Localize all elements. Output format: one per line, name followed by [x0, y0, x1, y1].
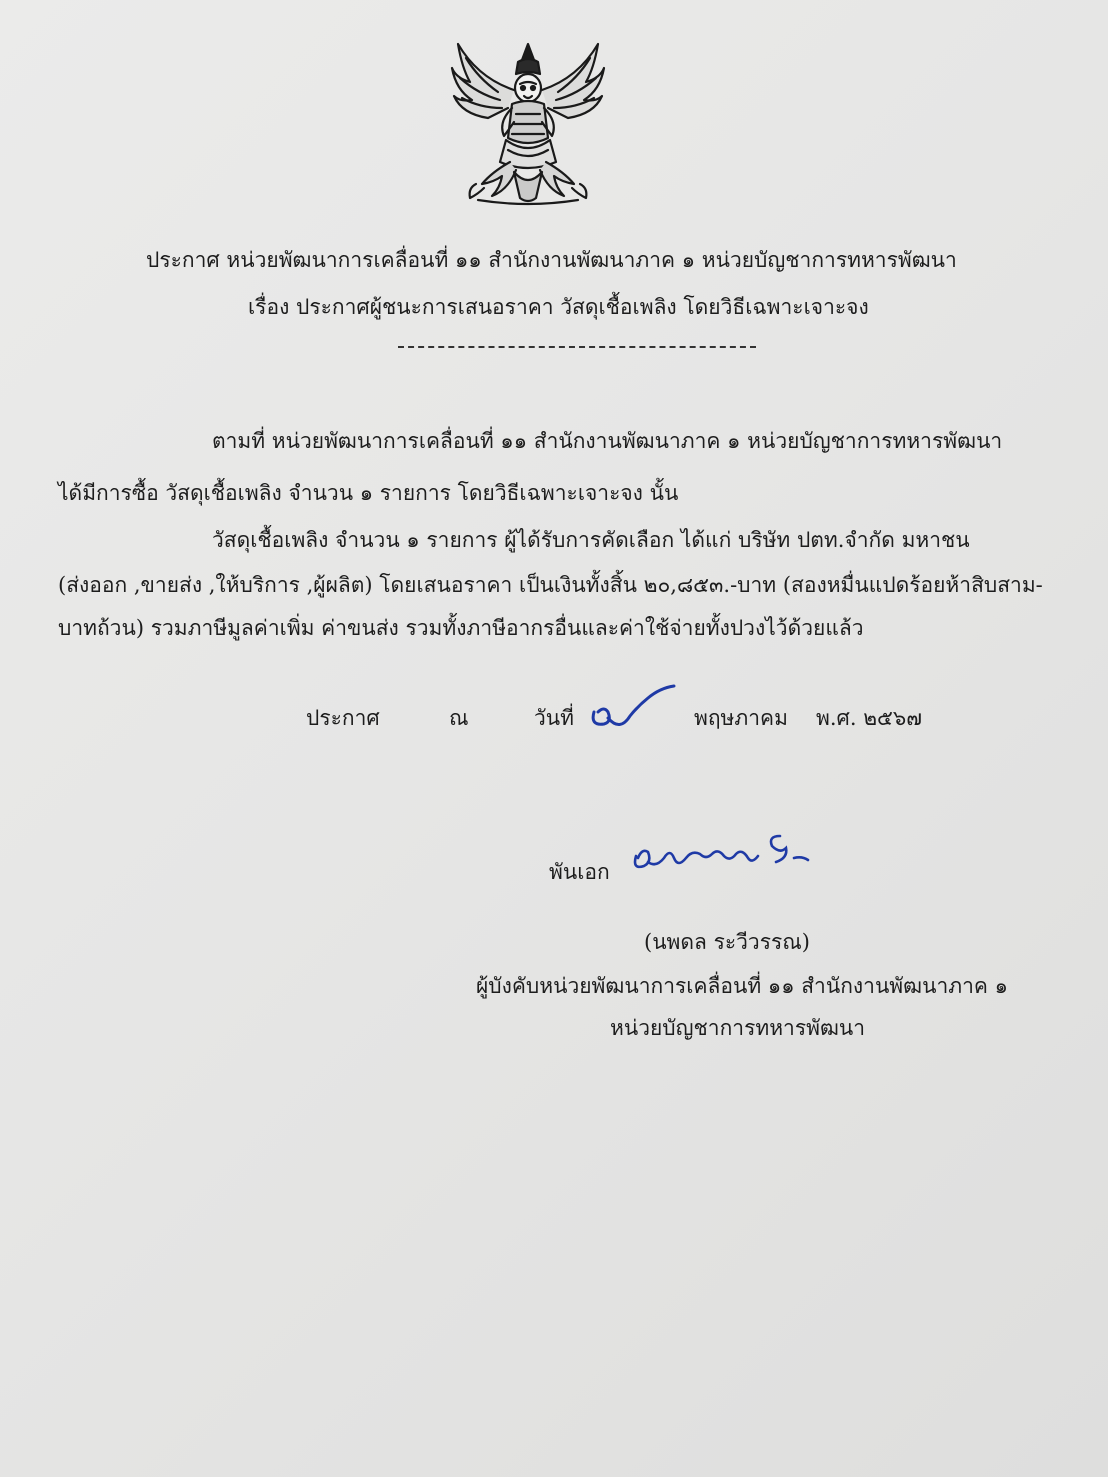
- body-paragraph-2-line-2: (ส่งออก ,ขายส่ง ,ให้บริการ ,ผู้ผลิต) โดยเสนอราคา เป็นเงินทั้งสิ้น ๒๐,๘๕๓.-บาท (สองหมื่นแปดร้อยห้าสิบสาม-: [58, 573, 1043, 597]
- header-divider: [398, 346, 756, 348]
- signer-position-line-1: ผู้บังคับหน่วยพัฒนาการเคลื่อนที่ ๑๑ สำนักงานพัฒนาภาค ๑: [476, 974, 1008, 998]
- date-announce-label: ประกาศ: [306, 706, 380, 730]
- body-paragraph-1-line-1: ตามที่ หน่วยพัฒนาการเคลื่อนที่ ๑๑ สำนักงานพัฒนาภาค ๑ หน่วยบัญชาการทหารพัฒนา: [212, 429, 1003, 453]
- body-paragraph-1-line-2: ได้มีการซื้อ วัสดุเชื้อเพลิง จำนวน ๑ รายการ โดยวิธีเฉพาะเจาะจง นั้น: [58, 481, 679, 505]
- date-month: พฤษภาคม: [694, 706, 788, 730]
- announcement-subject: เรื่อง ประกาศผู้ชนะการเสนอราคา วัสดุเชื้อเพลิง โดยวิธีเฉพาะเจาะจง: [248, 295, 869, 319]
- signer-position-line-2: หน่วยบัญชาการทหารพัฒนา: [610, 1016, 866, 1040]
- announcement-title: ประกาศ หน่วยพัฒนาการเคลื่อนที่ ๑๑ สำนักงานพัฒนาภาค ๑ หน่วยบัญชาการทหารพัฒนา: [146, 248, 957, 272]
- body-paragraph-2-line-3: บาทถ้วน) รวมภาษีมูลค่าเพิ่ม ค่าขนส่ง รวมทั้งภาษีอากรอื่นและค่าใช้จ่ายทั้งปวงไว้ด้วยแล้ว: [58, 616, 864, 640]
- date-year: พ.ศ. ๒๕๖๗: [816, 706, 923, 730]
- garuda-emblem-icon: [448, 38, 608, 208]
- date-at-label: ณ: [449, 706, 469, 730]
- signer-name: (นพดล ระวีวรรณ): [644, 930, 810, 954]
- date-day-label: วันที่: [534, 706, 574, 730]
- body-paragraph-2-line-1: วัสดุเชื้อเพลิง จำนวน ๑ รายการ ผู้ได้รับการคัดเลือก ได้แก่ บริษัท ปตท.จำกัด มหาชน: [212, 528, 970, 552]
- handwritten-day-number: [586, 682, 680, 738]
- handwritten-signature: [630, 818, 816, 880]
- signer-rank: พันเอก: [549, 860, 610, 884]
